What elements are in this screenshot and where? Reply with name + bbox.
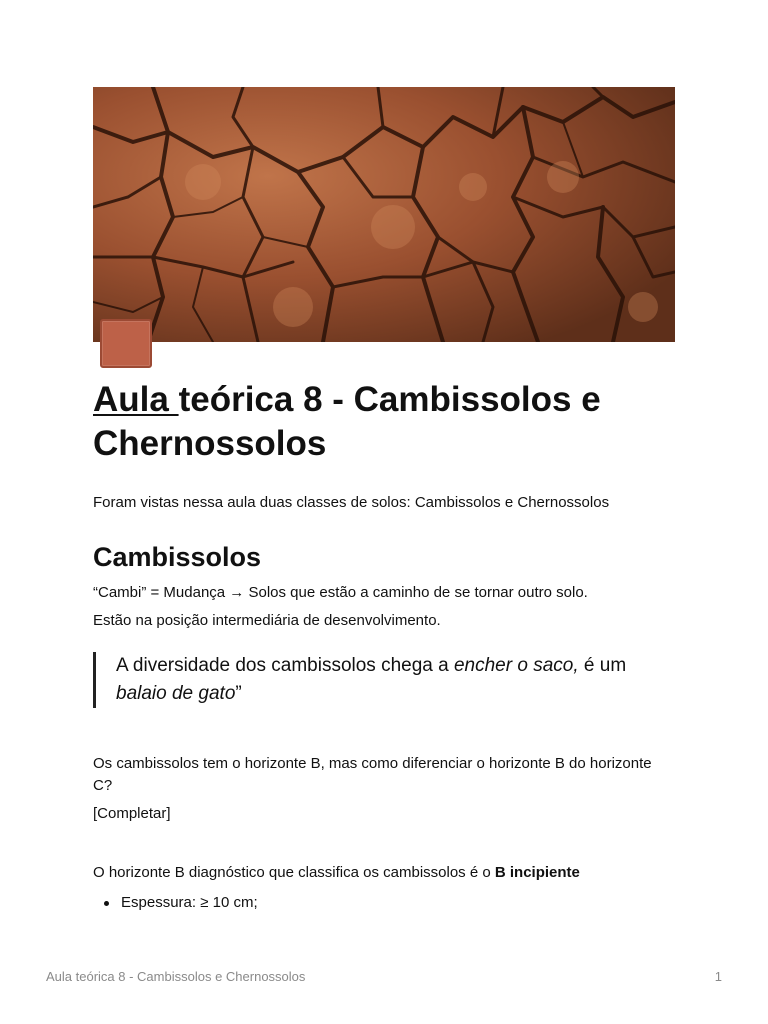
definition-line: “Cambi” = Mudança → Solos que estão a caminho de se tornar outro solo. [93,584,588,601]
section-heading: Cambissolos [93,542,262,572]
page-icon [100,319,152,368]
blockquote [93,652,653,708]
title-rest: teórica 8 - Cambissolos e Chernossolos [93,380,601,463]
diagnostic-bold: B incipiente [494,864,580,881]
cover-image [93,87,675,342]
quote-text: ” [235,683,242,704]
diagnostic-text: O horizonte B diagnóstico que classifica os cambissolos é o [93,864,495,881]
footer-title: Aula teórica 8 - Cambissolos e Chernossolos [46,969,306,984]
question-line-1: Os cambissolos tem o horizonte B, mas como diferenciar o horizonte B do horizonte [93,755,652,772]
placeholder-text: [Completar] [93,805,171,822]
diagnostic-paragraph [93,862,580,884]
list-item [100,892,258,914]
quote-text: é um [578,655,627,676]
footer-page-number: 1 [714,969,722,984]
quote-italic: balaio de gato [116,683,236,704]
quote-italic: encher o saco, [453,655,579,676]
question-line-2: C? [93,777,113,794]
bullet-icon [104,901,109,906]
intro-paragraph: Foram vistas nessa aula duas classes de solos: Cambissolos e Chernossolos [93,494,610,511]
bullet-list [100,892,258,914]
position-line: Estão na posição intermediária de desenvolvimento. [93,612,441,629]
quote-text: A diversidade dos cambissolos chega a [116,655,454,676]
list-item-text: Espessura: ≥ 10 cm; [121,894,258,911]
title-underlined: Aula [93,380,179,419]
page-title [93,378,683,466]
